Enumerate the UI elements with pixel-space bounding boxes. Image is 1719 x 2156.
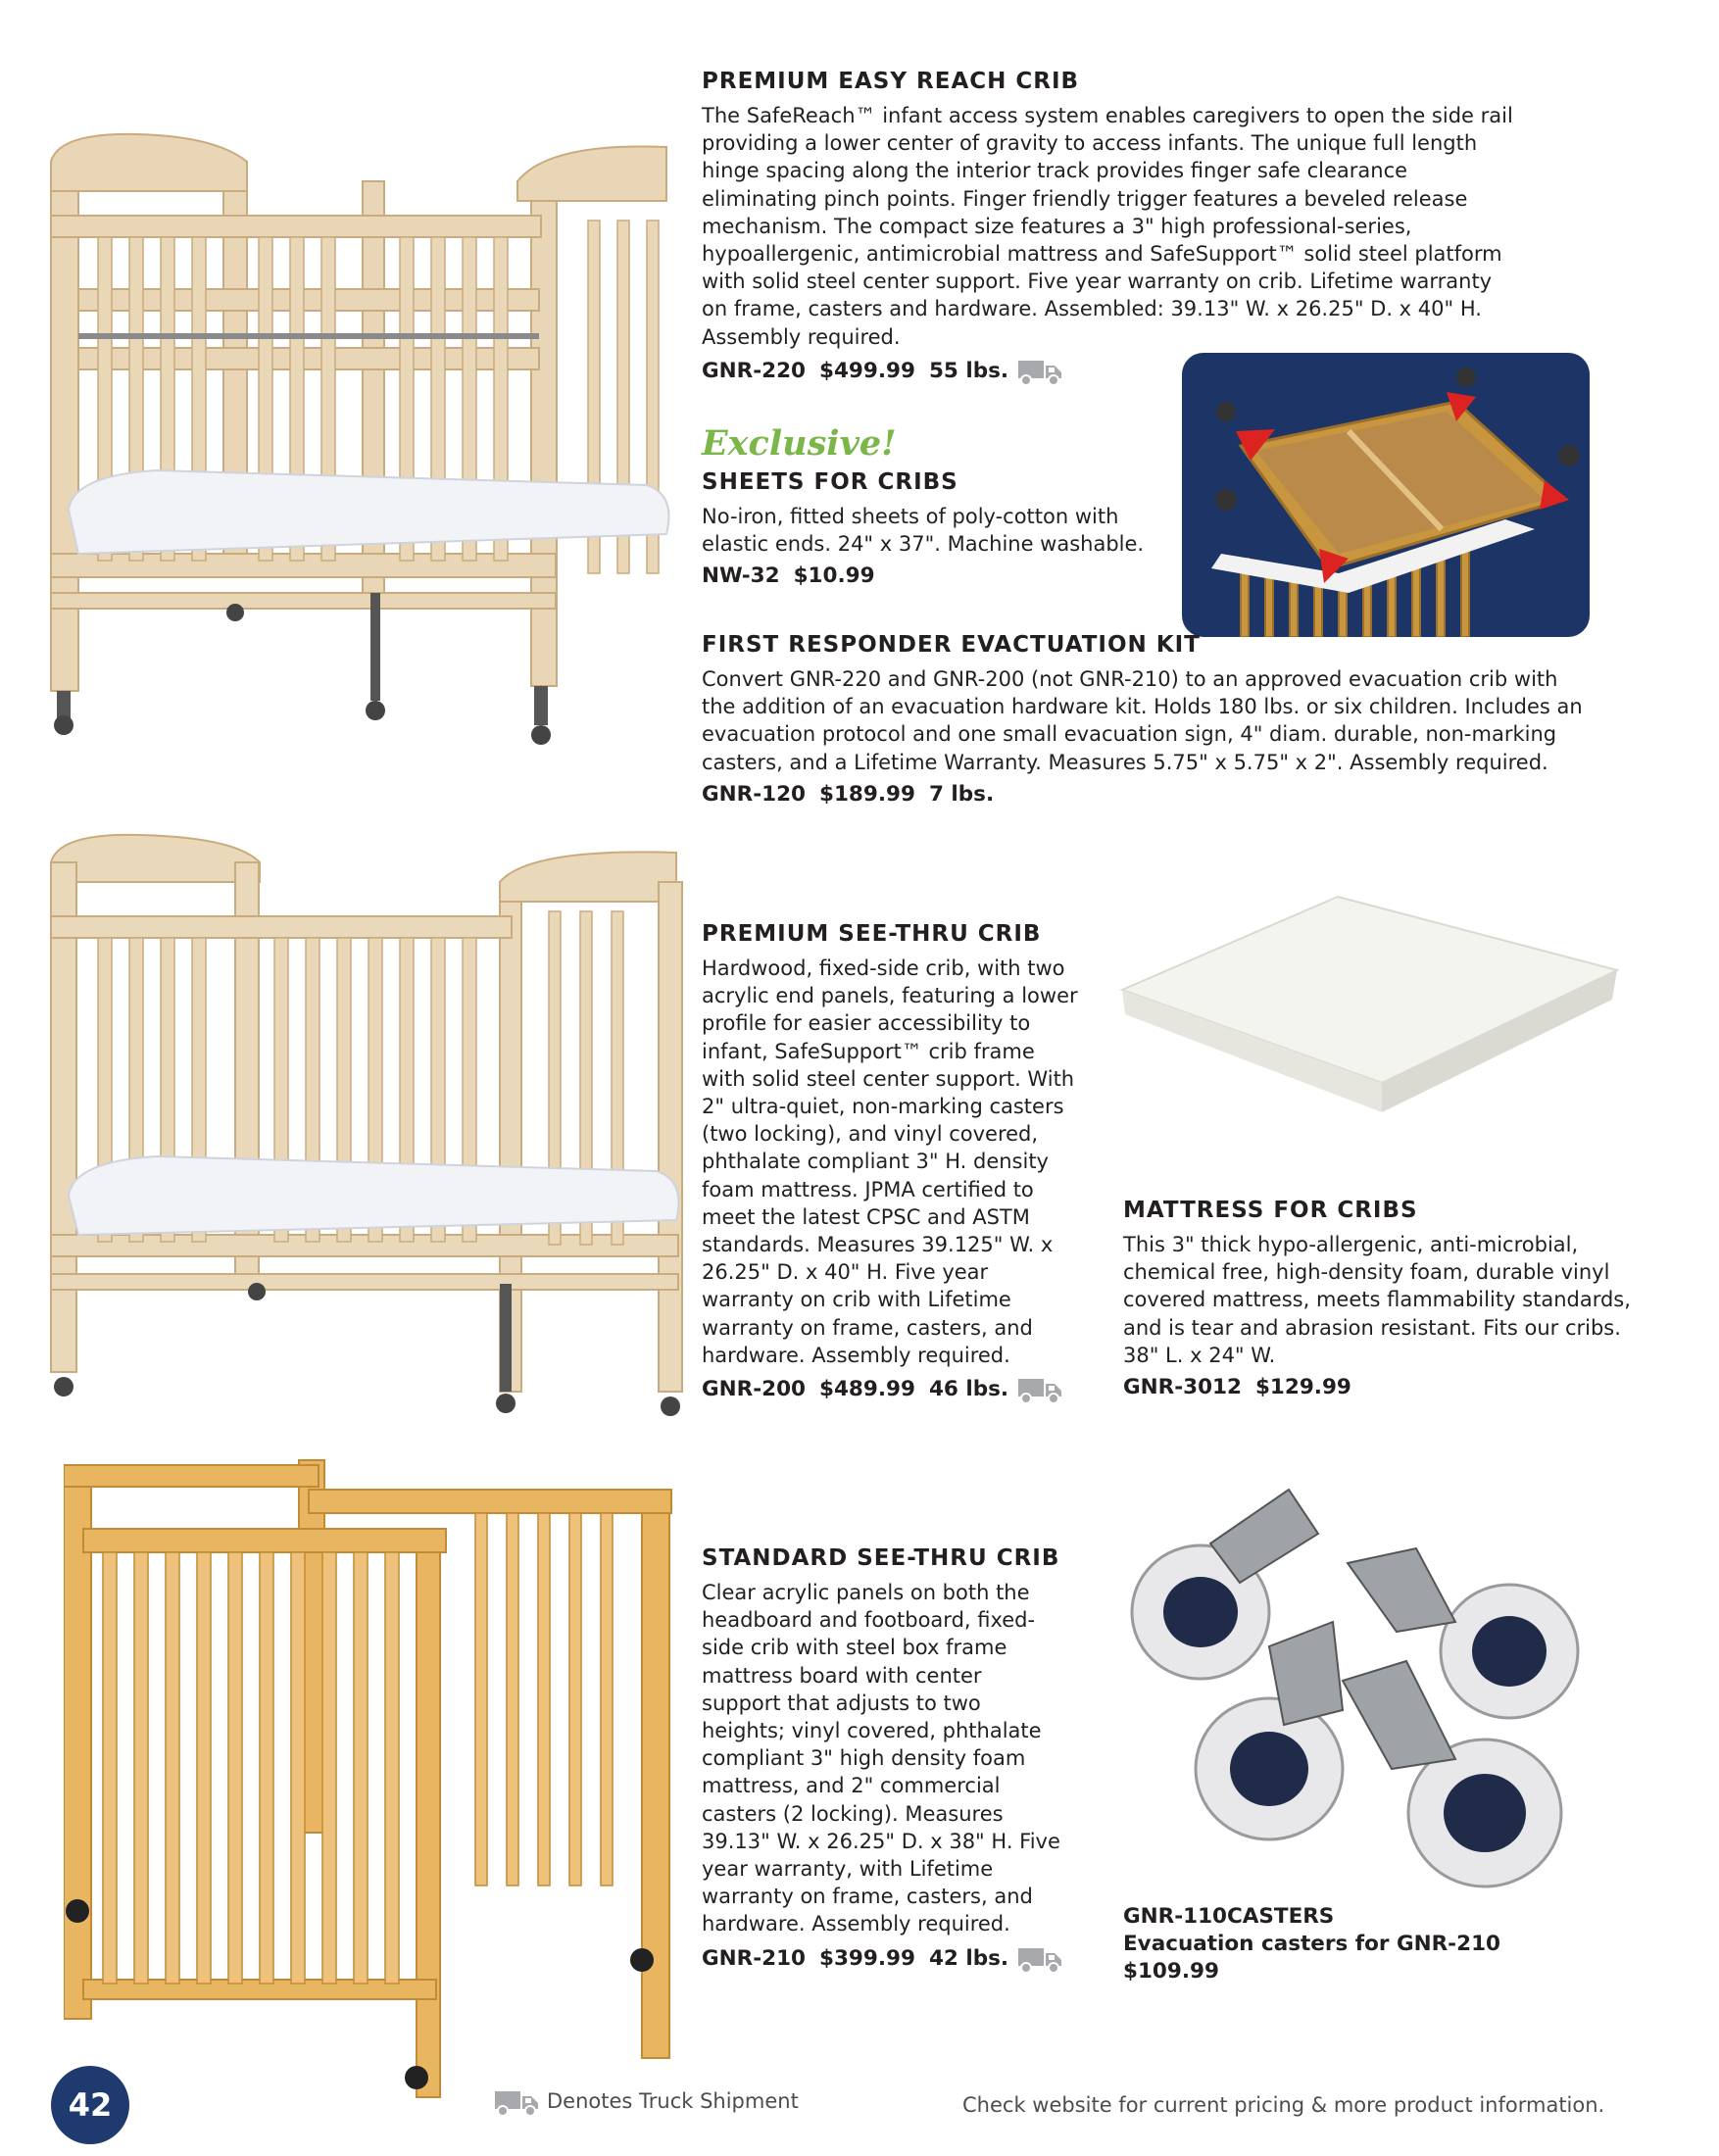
- casters-block: [1123, 1903, 1535, 1985]
- product-sku: NW-32: [702, 564, 780, 589]
- evacuation-kit-block: [702, 632, 1584, 807]
- product-price-line: [702, 1944, 1064, 1974]
- standard-block: [702, 1545, 1064, 1974]
- product-title: FIRST RESPONDER EVACTUATION KIT: [702, 632, 1201, 658]
- product-price-line: [702, 564, 1162, 588]
- product-price: $10.99: [793, 564, 875, 589]
- product-description: No-iron, fitted sheets of poly-cotton with elastic ends. 24" x 37". Machine washable.: [702, 505, 1145, 557]
- product-sku: GNR-110CASTERS: [1123, 1904, 1335, 1929]
- product-description: Hardwood, fixed-side crib, with two acrylic end panels, featuring a lower profile for easier accessibility to infant, SafeSupport™ crib frame with solid steel center support. With 2" ultra-quiet, non-marking casters (two locking), and vinyl covered, phthalate compliant 3" H. density foam mattress. JPMA certified to meet the latest CPSC and ASTM standards. Measures 39.125" W. x 26.25" D. x 40" H. Five year warranty on crib with Lifetime warranty on frame, casters, and hardware. Assembly required.: [702, 956, 1078, 1367]
- product-sku: GNR-210: [702, 1945, 806, 1971]
- evacuation-kit-photo: [1182, 353, 1590, 637]
- mattress-block: [1123, 1198, 1652, 1399]
- product-title: SHEETS FOR CRIBS: [702, 469, 958, 495]
- product-weight: 46 lbs.: [928, 1377, 1009, 1402]
- product-weight: 42 lbs.: [928, 1945, 1009, 1971]
- product-price: $129.99: [1254, 1375, 1351, 1400]
- product-sku: GNR-220: [702, 358, 806, 383]
- product-price: $399.99: [819, 1945, 915, 1971]
- easy-reach-crib-photo: [39, 122, 686, 764]
- truck-icon: [1016, 1375, 1063, 1404]
- product-description: Clear acrylic panels on both the headboard and footboard, fixed-side crib with steel box frame mattress board with center support that adjusts to two heights; vinyl covered, phthalate compliant 3" high density foam mattress, and 2" commercial casters (2 locking). Measures 39.13" W. x 26.25" D. x 38" H. Five year warranty, with Lifetime warranty on frame, casters, and hardware. Assembly required.: [702, 1581, 1060, 1936]
- exclusive-badge: Exclusive!: [702, 423, 897, 464]
- product-price: $499.99: [819, 358, 915, 383]
- product-price: $109.99: [1123, 1959, 1219, 1984]
- product-name: Evacuation casters for GNR-210: [1123, 1932, 1500, 1956]
- product-title: PREMIUM SEE-THRU CRIB: [702, 921, 1042, 947]
- product-title: STANDARD SEE-THRU CRIB: [702, 1545, 1060, 1571]
- casters-photo: [1122, 1475, 1593, 1896]
- product-price-line: [702, 1375, 1084, 1404]
- product-sku: GNR-3012: [1123, 1375, 1242, 1400]
- footer-note: Check website for current pricing & more product information.: [962, 2093, 1605, 2117]
- product-price-line: [702, 357, 1515, 386]
- product-description: The SafeReach™ infant access system enables caregivers to open the side rail providing a lower center of gravity to access infants. The unique full length hinge spacing along the interior track provides finger safe clearance eliminating pinch points. Finger friendly trigger features a beveled release mechanism. The compact size features a 3" high professional-series, hypoallergenic, antimicrobial mattress and SafeSupport™ solid steel platform with solid steel center support. Five year warranty on crib. Lifetime warranty on frame, casters and hardware. Assembled: 39.13" W. x 26.25" D. x 40" H. Assembly required.: [702, 104, 1513, 349]
- product-price-line: [1123, 1375, 1652, 1399]
- product-sku: GNR-120: [702, 781, 806, 807]
- product-price-line: [702, 782, 1584, 807]
- product-weight: 7 lbs.: [928, 781, 995, 807]
- see-thru-crib-photo: [39, 823, 686, 1441]
- truck-legend: [492, 2087, 799, 2117]
- product-title: MATTRESS FOR CRIBS: [1123, 1198, 1418, 1223]
- easy-reach-block: [702, 69, 1515, 386]
- product-price: $489.99: [819, 1377, 915, 1402]
- truck-icon: [1016, 1944, 1063, 1974]
- page-number: 42: [51, 2066, 129, 2144]
- product-weight: 55 lbs.: [928, 358, 1009, 383]
- product-description: This 3" thick hypo-allergenic, anti-microbial, chemical free, high-density foam, durable vinyl covered mattress, meets flammability standards, and is tear and abrasion resistant. Fits our cribs. 38" L. x 24" W.: [1123, 1233, 1631, 1367]
- product-title: PREMIUM EASY REACH CRIB: [702, 69, 1080, 94]
- truck-icon: [492, 2087, 541, 2117]
- mattress-photo: [1117, 892, 1627, 1205]
- truck-icon: [1016, 357, 1063, 386]
- see-thru-block: [702, 921, 1084, 1404]
- sheets-block: [702, 423, 1162, 588]
- truck-legend-text: Denotes Truck Shipment: [547, 2089, 799, 2113]
- product-sku: GNR-200: [702, 1377, 806, 1402]
- product-description: Convert GNR-220 and GNR-200 (not GNR-210) to an approved evacuation crib with the addition of an evacuation hardware kit. Holds 180 lbs. or six children. Includes an evacuation protocol and one small evacuation sign, 4" diam. durable, non-marking casters, and a Lifetime Warranty. Measures 5.75" x 5.75" x 2". Assembly required.: [702, 667, 1583, 774]
- standard-crib-photo: [64, 1450, 681, 2107]
- product-price: $189.99: [819, 781, 915, 807]
